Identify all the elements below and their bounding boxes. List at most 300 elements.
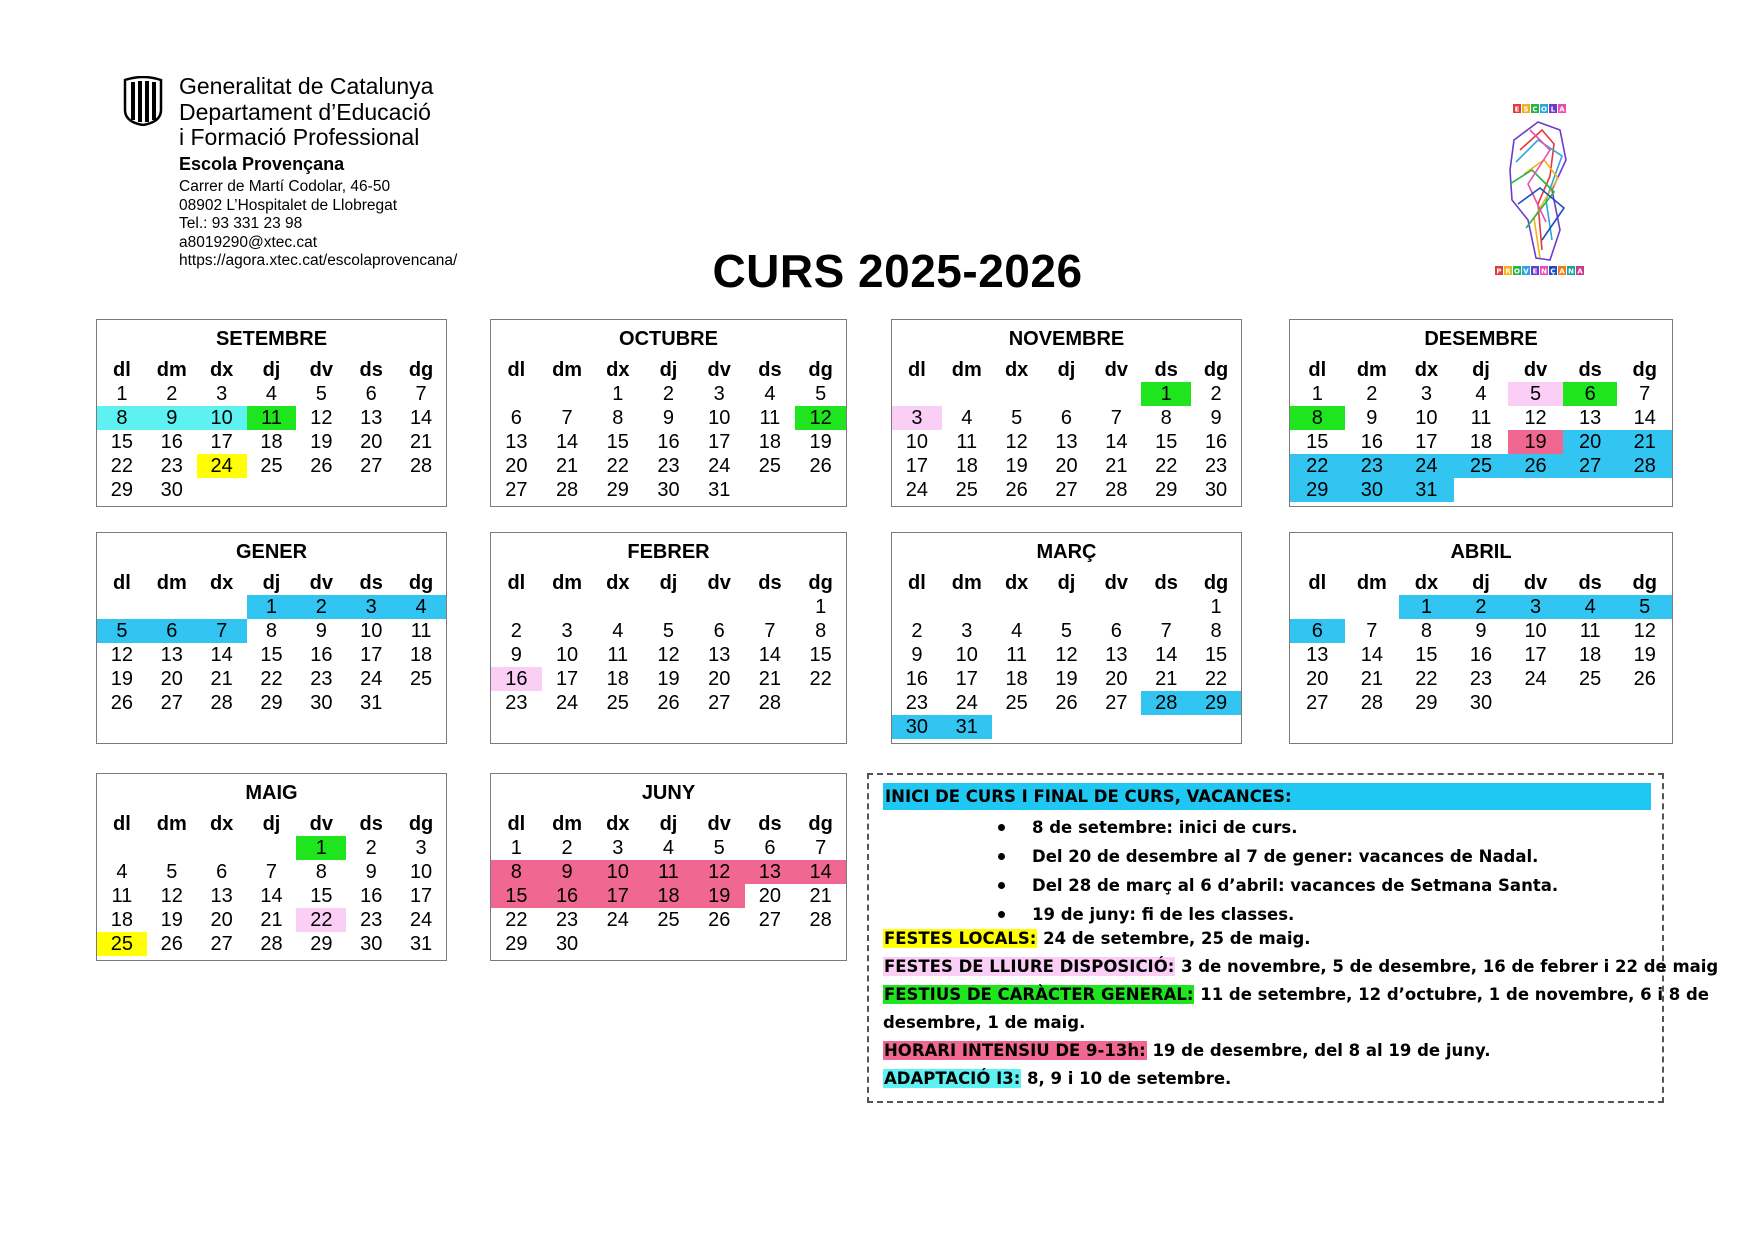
day-cell: 27: [1105, 692, 1128, 714]
day-cell: 21: [1617, 430, 1672, 454]
day-cell: 31: [708, 479, 731, 501]
day-cell: 15: [809, 644, 832, 666]
empty-cell: [643, 595, 694, 619]
legend-box: [867, 773, 1719, 1103]
weekday-header: dv: [1523, 572, 1548, 594]
day-cell: 31: [360, 692, 383, 714]
day-cell: 6: [1563, 382, 1618, 406]
day-cell: 26: [1508, 454, 1563, 478]
day-cell: 4: [116, 861, 128, 883]
day-cell: 15: [1306, 431, 1329, 453]
day-cell: 12: [657, 644, 680, 666]
day-cell: 19: [160, 909, 183, 931]
legend-festes-locals: [883, 925, 1311, 953]
day-cell: 14: [409, 407, 433, 429]
month-name: GENER: [235, 541, 308, 563]
day-cell: 11: [643, 860, 694, 884]
day-cell: 9: [1475, 620, 1487, 642]
weekday-header: dx: [1414, 359, 1439, 381]
empty-cell: [892, 382, 942, 406]
day-cell: 11: [1579, 620, 1601, 642]
day-cell: 8: [315, 861, 327, 883]
day-cell: 11: [247, 406, 297, 430]
day-cell: 13: [1579, 407, 1602, 429]
day-cell: 27: [1563, 454, 1618, 478]
day-cell: 2: [1454, 595, 1509, 619]
festes-locals-label: FESTES LOCALS:: [884, 929, 1037, 948]
day-cell: 16: [905, 668, 929, 690]
weekday-header: dx: [606, 359, 630, 381]
weekday-header: dm: [552, 572, 583, 594]
day-cell: 1: [510, 837, 522, 859]
day-cell: 15: [1155, 431, 1178, 453]
empty-cell: [1042, 382, 1092, 406]
day-cell: 8: [491, 860, 542, 884]
day-cell: 10: [360, 620, 383, 642]
empty-cell: [542, 595, 593, 619]
day-cell: 19: [1055, 668, 1078, 690]
day-cell: 25: [97, 932, 147, 956]
day-cell: 11: [759, 407, 781, 429]
day-cell: 10: [905, 431, 929, 453]
empty-cell: [1091, 382, 1141, 406]
page-title: CURS 2025-2026: [712, 245, 1083, 297]
weekday-header: dj: [659, 813, 678, 835]
day-cell: 5: [97, 619, 147, 643]
day-cell: 22: [809, 668, 832, 690]
day-cell: 28: [809, 909, 832, 931]
generalitat-seal-icon: [121, 76, 165, 126]
day-cell: 18: [758, 431, 782, 453]
day-cell: 30: [1204, 479, 1228, 501]
month-name: MAIG: [245, 782, 298, 804]
website: https://agora.xtec.cat/escolaprovencana/: [179, 252, 458, 269]
day-cell: 13: [1105, 644, 1128, 666]
day-cell: 2: [561, 837, 573, 859]
day-cell: 11: [1470, 407, 1492, 429]
weekday-header: dl: [908, 572, 926, 594]
weekday-header: dj: [262, 359, 281, 381]
svg-text:E: E: [1532, 267, 1538, 276]
month-name: SETEMBRE: [215, 328, 328, 350]
day-cell: 11: [111, 885, 133, 907]
day-cell: 12: [1005, 431, 1028, 453]
day-cell: 22: [1290, 454, 1345, 478]
empty-cell: [694, 595, 745, 619]
day-cell: 28: [555, 479, 579, 501]
day-cell: 8: [1420, 620, 1432, 642]
day-cell: 25: [606, 692, 629, 714]
day-cell: 2: [1210, 383, 1222, 405]
day-cell: 31: [409, 933, 433, 955]
empty-cell: [1042, 595, 1092, 619]
day-cell: 22: [1155, 455, 1178, 477]
day-cell: 17: [955, 668, 978, 690]
day-cell: 20: [1105, 668, 1128, 690]
day-cell: 25: [955, 479, 978, 501]
day-cell: 16: [160, 431, 183, 453]
day-cell: 11: [956, 431, 978, 453]
day-cell: 3: [561, 620, 573, 642]
day-cell: 21: [1155, 668, 1178, 690]
day-cell: 30: [1345, 478, 1400, 502]
day-cell: 19: [310, 431, 333, 453]
day-cell: 17: [555, 668, 579, 690]
weekday-header: dg: [1203, 572, 1229, 594]
day-cell: 19: [1005, 455, 1028, 477]
month-7: [1289, 532, 1673, 744]
day-cell: 2: [510, 620, 522, 642]
day-cell: 16: [491, 667, 542, 691]
day-cell: 20: [360, 431, 383, 453]
day-cell: 3: [415, 837, 427, 859]
day-cell: 21: [809, 885, 832, 907]
weekday-header: dj: [1057, 572, 1076, 594]
day-cell: 8: [815, 620, 827, 642]
day-cell: 25: [409, 668, 433, 690]
empty-cell: [197, 595, 247, 619]
day-cell: 17: [592, 884, 643, 908]
day-cell: 22: [110, 455, 134, 477]
weekday-header: dl: [507, 572, 526, 594]
horari-intensiu-label: HORARI INTENSIU DE 9-13h:: [884, 1041, 1146, 1060]
day-cell: 28: [1360, 692, 1383, 714]
day-cell: 27: [505, 479, 528, 501]
day-cell: 23: [905, 692, 929, 714]
day-cell: 28: [210, 692, 233, 714]
weekday-header: dv: [707, 359, 731, 381]
day-cell: 26: [110, 692, 134, 714]
day-cell: 24: [555, 692, 579, 714]
weekday-header: dj: [262, 572, 281, 594]
day-cell: 13: [1306, 644, 1329, 666]
month-9: [490, 773, 847, 961]
day-cell: 14: [1105, 431, 1128, 453]
org-line-1: Generalitat de Catalunya: [179, 73, 434, 99]
day-cell: 19: [657, 668, 680, 690]
day-cell: 15: [1204, 644, 1228, 666]
weekday-header: dx: [209, 572, 234, 594]
day-cell: 13: [505, 431, 528, 453]
day-cell: 19: [1633, 644, 1656, 666]
day-cell: 2: [296, 595, 346, 619]
day-cell: 7: [1160, 620, 1172, 642]
day-cell: 9: [662, 407, 675, 429]
day-cell: 20: [758, 885, 782, 907]
day-cell: 24: [409, 909, 433, 931]
legend-lliure-disposicio: [883, 953, 1718, 981]
day-cell: 24: [905, 479, 929, 501]
legend-bullets: [996, 813, 1558, 929]
weekday-header: dg: [1632, 572, 1657, 594]
weekday-header: dm: [156, 813, 187, 835]
empty-cell: [147, 595, 197, 619]
day-cell: 4: [1011, 620, 1023, 642]
svg-text:Ç: Ç: [1550, 267, 1556, 276]
phone: Tel.: 93 331 23 98: [179, 215, 303, 232]
day-cell: 9: [365, 861, 377, 883]
day-cell: 18: [1005, 668, 1028, 690]
day-cell: 18: [110, 909, 134, 931]
day-cell: 4: [1563, 595, 1618, 619]
day-cell: 23: [1345, 454, 1400, 478]
weekday-header: ds: [758, 359, 782, 381]
weekday-header: dv: [1523, 359, 1548, 381]
empty-cell: [542, 382, 593, 406]
day-cell: 8: [1160, 407, 1172, 429]
day-cell: 12: [795, 406, 846, 430]
day-cell: 29: [110, 479, 134, 501]
day-cell: 2: [1366, 383, 1378, 405]
day-cell: 4: [1475, 383, 1487, 405]
month-8: [96, 773, 447, 961]
day-cell: 22: [296, 908, 346, 932]
weekday-header: dx: [1414, 572, 1439, 594]
weekday-header: dl: [507, 359, 526, 381]
day-cell: 5: [1060, 620, 1073, 642]
day-cell: 15: [491, 884, 542, 908]
day-cell: 26: [310, 455, 333, 477]
weekday-header: ds: [1154, 572, 1178, 594]
svg-text:P: P: [1496, 267, 1502, 276]
month-name: DESEMBRE: [1424, 328, 1538, 350]
empty-cell: [97, 595, 147, 619]
adaptacio-text: 8, 9 i 10 de setembre.: [1021, 1069, 1232, 1088]
month-grid: [491, 571, 846, 715]
weekday-header: dj: [659, 359, 678, 381]
weekday-header: dm: [552, 813, 583, 835]
weekday-header: dg: [1203, 359, 1229, 381]
month-0: [96, 319, 447, 507]
day-cell: 5: [662, 620, 675, 642]
day-cell: 30: [892, 715, 942, 739]
day-cell: 10: [555, 644, 579, 666]
day-cell: 24: [708, 455, 731, 477]
day-cell: 4: [764, 383, 776, 405]
day-cell: 24: [360, 668, 383, 690]
day-cell: 2: [911, 620, 923, 642]
day-cell: 24: [955, 692, 978, 714]
day-cell: 20: [1306, 668, 1329, 690]
empty-cell: [491, 595, 542, 619]
weekday-header: dv: [309, 813, 334, 835]
month-grid: [1290, 571, 1672, 715]
weekday-header: dl: [113, 359, 131, 381]
day-cell: 24: [606, 909, 629, 931]
day-cell: 25: [657, 909, 680, 931]
day-cell: 16: [310, 644, 333, 666]
weekday-header: dv: [1104, 572, 1129, 594]
day-cell: 8: [1210, 620, 1222, 642]
weekday-header: dm: [951, 572, 982, 594]
day-cell: 13: [745, 860, 796, 884]
day-cell: 19: [1508, 430, 1563, 454]
day-cell: 13: [210, 885, 233, 907]
address-city: 08902 L’Hospitalet de Llobregat: [179, 196, 398, 214]
day-cell: 27: [210, 933, 233, 955]
day-cell: 29: [1415, 692, 1438, 714]
weekday-header: dx: [1004, 572, 1029, 594]
weekday-header: dm: [1356, 572, 1387, 594]
day-cell: 15: [310, 885, 333, 907]
day-cell: 10: [592, 860, 643, 884]
weekday-header: ds: [758, 572, 782, 594]
day-cell: 7: [764, 620, 776, 642]
school-logo-icon: [1480, 100, 1600, 280]
weekday-header: dv: [707, 572, 731, 594]
day-cell: 11: [410, 620, 432, 642]
day-cell: 26: [657, 692, 680, 714]
day-cell: 20: [160, 668, 183, 690]
legend-festius-cont: desembre, 1 de maig.: [883, 1013, 1086, 1032]
day-cell: 19: [694, 884, 745, 908]
logo-bottom-letters: [1495, 266, 1584, 276]
legend-horari-intensiu: [883, 1037, 1491, 1065]
weekday-header: dj: [1057, 359, 1076, 381]
day-cell: 14: [260, 885, 283, 907]
month-grid: [97, 358, 446, 502]
empty-cell: [992, 382, 1042, 406]
day-cell: 22: [1204, 668, 1228, 690]
empty-cell: [892, 595, 942, 619]
day-cell: 3: [612, 837, 624, 859]
day-cell: 14: [1360, 644, 1383, 666]
day-cell: 15: [1415, 644, 1438, 666]
weekday-header: dg: [808, 813, 833, 835]
day-cell: 26: [1055, 692, 1078, 714]
weekday-header: dx: [606, 813, 630, 835]
empty-cell: [247, 836, 297, 860]
weekday-header: dj: [262, 813, 281, 835]
weekday-header: dj: [1472, 572, 1490, 594]
day-cell: 11: [607, 644, 629, 666]
adaptacio-label: ADAPTACIÓ I3:: [884, 1069, 1021, 1088]
day-cell: 16: [1360, 431, 1383, 453]
day-cell: 10: [1415, 407, 1438, 429]
day-cell: 6: [713, 620, 725, 642]
day-cell: 12: [110, 644, 134, 666]
day-cell: 14: [795, 860, 846, 884]
day-cell: 4: [612, 620, 624, 642]
day-cell: 23: [1204, 455, 1228, 477]
day-cell: 5: [315, 383, 327, 405]
day-cell: 4: [961, 407, 973, 429]
day-cell: 15: [606, 431, 629, 453]
day-cell: 27: [1306, 692, 1329, 714]
day-cell: 1: [116, 383, 128, 405]
day-cell: 30: [657, 479, 680, 501]
day-cell: 21: [1360, 668, 1383, 690]
weekday-header: dl: [1308, 572, 1327, 594]
day-cell: 26: [1633, 668, 1656, 690]
empty-cell: [147, 836, 197, 860]
org-line-3: i Formació Professional: [179, 124, 420, 150]
legend-bullet: 8 de setembre: inici de curs.: [996, 813, 1558, 842]
day-cell: 13: [1055, 431, 1078, 453]
month-name: JUNY: [641, 782, 696, 804]
day-cell: 22: [260, 668, 283, 690]
day-cell: 18: [260, 431, 283, 453]
day-cell: 14: [1633, 407, 1656, 429]
day-cell: 21: [555, 455, 579, 477]
day-cell: 15: [260, 644, 283, 666]
month-name: ABRIL: [1450, 541, 1512, 563]
month-2: [891, 319, 1242, 507]
day-cell: 7: [415, 383, 427, 405]
day-cell: 25: [1005, 692, 1028, 714]
day-cell: 18: [606, 668, 629, 690]
month-grid: [97, 571, 446, 715]
day-cell: 14: [210, 644, 233, 666]
day-cell: 21: [758, 668, 782, 690]
day-cell: 29: [606, 479, 629, 501]
day-cell: 29: [1290, 478, 1345, 502]
day-cell: 14: [758, 644, 782, 666]
day-cell: 1: [296, 836, 346, 860]
day-cell: 26: [160, 933, 183, 955]
day-cell: 13: [160, 644, 183, 666]
svg-text:A: A: [1577, 267, 1583, 276]
day-cell: 9: [1210, 407, 1222, 429]
legend-bullet: Del 20 de desembre al 7 de gener: vacances de Nadal.: [996, 842, 1558, 871]
day-cell: 31: [1399, 478, 1454, 502]
day-cell: 24: [1399, 454, 1454, 478]
month-name: FEBRER: [627, 541, 710, 563]
day-cell: 26: [1005, 479, 1028, 501]
day-cell: 10: [1524, 620, 1547, 642]
day-cell: 16: [657, 431, 680, 453]
day-cell: 30: [310, 692, 333, 714]
legend-festius: [883, 981, 1709, 1009]
day-cell: 31: [942, 715, 992, 739]
org-line-2: Departament d’Educació: [179, 98, 431, 125]
day-cell: 29: [505, 933, 528, 955]
day-cell: 22: [1415, 668, 1438, 690]
weekday-header: dm: [1356, 359, 1387, 381]
day-cell: 13: [708, 644, 731, 666]
day-cell: 15: [110, 431, 134, 453]
day-cell: 19: [110, 668, 134, 690]
day-cell: 8: [1290, 406, 1345, 430]
day-cell: 27: [160, 692, 183, 714]
month-3: [1289, 319, 1673, 507]
day-cell: 10: [409, 861, 433, 883]
svg-text:N: N: [1568, 267, 1574, 276]
svg-text:E: E: [1514, 105, 1520, 114]
day-cell: 1: [1311, 383, 1323, 405]
day-cell: 28: [1141, 691, 1191, 715]
school-name: Escola Provençana: [179, 154, 345, 174]
day-cell: 6: [216, 861, 228, 883]
day-cell: 27: [758, 909, 782, 931]
festius-label: FESTIUS DE CARÀCTER GENERAL:: [884, 985, 1194, 1004]
day-cell: 3: [216, 383, 228, 405]
day-cell: 19: [809, 431, 832, 453]
empty-cell: [1290, 595, 1345, 619]
day-cell: 23: [555, 909, 579, 931]
day-cell: 2: [365, 837, 377, 859]
day-cell: 25: [758, 455, 782, 477]
day-cell: 1: [1210, 596, 1222, 618]
day-cell: 20: [1563, 430, 1618, 454]
day-cell: 12: [310, 407, 333, 429]
day-cell: 21: [409, 431, 433, 453]
svg-text:R: R: [1505, 267, 1511, 276]
day-cell: 13: [360, 407, 383, 429]
weekday-header: dx: [606, 572, 630, 594]
empty-cell: [491, 382, 542, 406]
day-cell: 1: [815, 596, 827, 618]
